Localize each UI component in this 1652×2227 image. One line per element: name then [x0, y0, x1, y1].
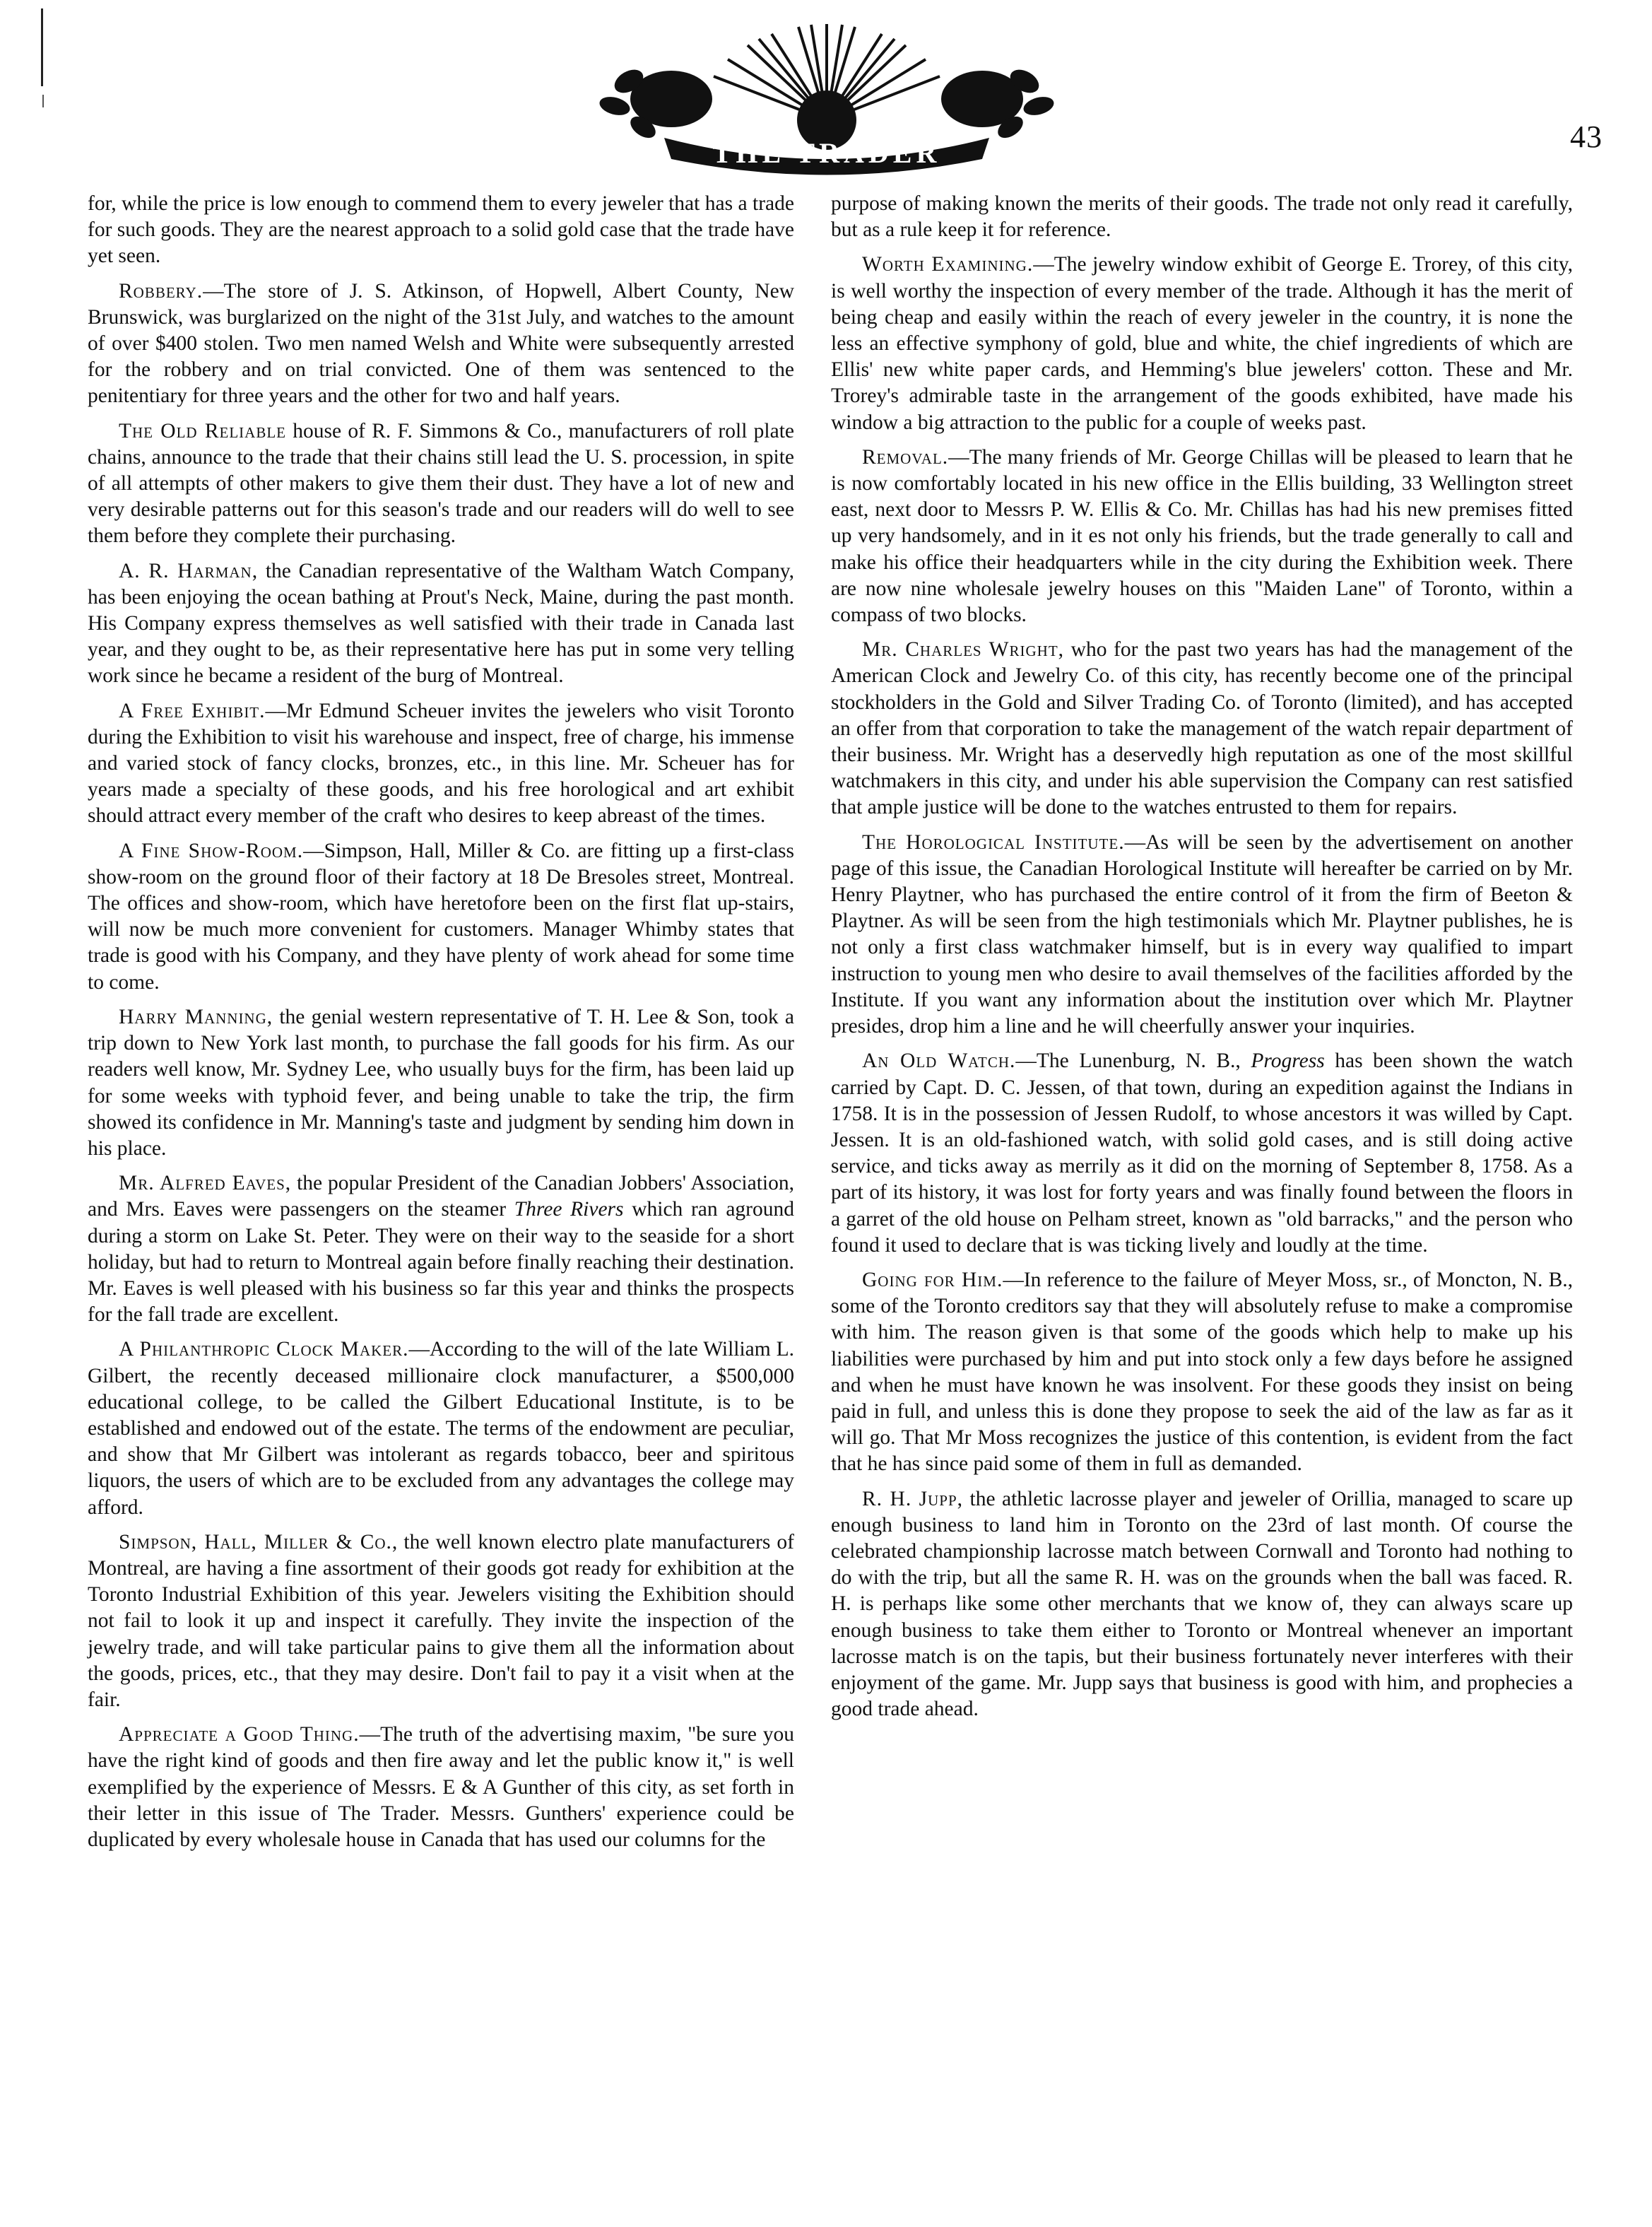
article-simpson-hall-miller: Simpson, Hall, Miller & Co., the well known electro plate manufacturers of Montreal, are having a fine assortment of their goods got ready for exhibition at the Toronto Industrial Exhibition of this year. Jewelers visiting the Exhibition should not fail to look it up and inspect it carefully. They invite the inspection of the jewelry trade, and will take particular pains to give them all the information about the goods, prices, etc., that they may desire. Don't fail to pay it a visit when at the fair.: [88, 1530, 795, 1711]
right-ornament: [941, 65, 1056, 142]
article-charles-wright: Mr. Charles Wright, who for the past two years has had the management of the American Clock and Jewelry Co. of this city, has recently become one of the principal stockholders in the Gold and Silver Trading Co. of Toronto (limited), and has accepted an offer from that corporation to take the management of the watch repair department of their business. Mr. Wright has a deservedly high reputation as one of the most skillful watchmakers in this city, and under his able supervision the Company can rest satisfied that ample justice will be done to the watches entrusted to them for repairs.: [831, 638, 1573, 819]
article-robbery: Robbery.—The store of J. S. Atkinson, of Hopwell, Albert County, New Brunswick, was burglarized on the night of the 31st July, and watches to the amount of over $400 stolen. Two men named Welsh and White were subsequently arrested for the robbery and on trial convicted. One of them was sentenced to the penitentiary for three years and the other for two and half years.: [88, 279, 794, 408]
left-column: [88, 191, 794, 1862]
margin-tick: [42, 95, 44, 107]
right-column: [831, 191, 1573, 1731]
article-old-reliable: The Old Reliable house of R. F. Simmons & Co., manufacturers of roll plate chains, announce to the trade that their chains still lead the U. S. procession, in spite of all attempts of other makers to give them their dust. They have a lot of new and very desirable patterns out for this season's trade and our readers will do well to see them before they complete their purchasing.: [88, 419, 794, 548]
left-ornament: [598, 65, 712, 142]
margin-rule: [41, 8, 43, 86]
article-philanthropic-clock-maker: A Philanthropic Clock Maker.—According to the will of the late William L. Gilbert, the recently deceased millionaire clock manufacturer, a $500,000 educational college, to be called the Gilbert Educational Institute, is to be established and endowed out of the estate. The terms of the endowment are peculiar, and show that Mr Gilbert was intolerant as regards tobacco, beer and spiritous liquors, the users of which are to be excluded from any advantages the college may afford.: [88, 1338, 795, 1519]
article-removal: Removal.—The many friends of Mr. George Chillas will be pleased to learn that he is now comfortably located in his new office in the Ellis building, 33 Wellington street east, next door to Messrs P. W. Ellis & Co. Mr. Chillas has had his new premises fitted up very handsomely, and in it es not only his friends, but the trade generally to call and make his office their headquarters while in the city during the Exhibition week. There are now nine wholesale jewelry houses on this "Maiden Lane" of Toronto, within a compass of two blocks.: [831, 445, 1573, 627]
page-number: 43: [1570, 119, 1603, 154]
masthead-logo: [586, 14, 1067, 177]
article-horological-institute: The Horological Institute.—As will be seen by the advertisement on another page of this issue, the Canadian Horological Institute will hereafter be carried on by Mr. Henry Playtner, who has purchased the entire control of it from the firm of Beeton & Playtner. As will be seen from the high testimonials which Mr. Playtner publishes, he is not only a first class watchmaker himself, but is in every way qualified to impart instruction to young men who desire to avail themselves of the facilities afforded by the Institute. If you want any information about the institution over which Mr. Playtner presides, drop him a line and he will cheerfully answer your inquiries.: [831, 830, 1573, 1038]
article-r-h-jupp: R. H. Jupp, the athletic lacrosse player and jeweler of Orillia, managed to scare up enough business to land him in Toronto on the 23rd of last month. Of course the celebrated championship lacrosse match between Cornwall and Toronto had nothing to do with the trip, but all the same R. H. was on the grounds when the ball was faced. R. H. is perhaps like some other merchants that we know of, they can always scare up enough business to take them either to Toronto or Montreal whenever an important lacrosse match is on the tapis, but their business fortunately never interferes with their enjoyment of the game. Mr. Jupp says that business is good with him, and prophecies a good trade ahead.: [831, 1487, 1573, 1721]
article-alfred-eaves: Mr. Alfred Eaves, the popular President of the Canadian Jobbers' Association, and Mrs. Eaves were passengers on the steamer Three Rivers which ran aground during a storm on Lake St. Peter. They were on their way to the seaside for a short holiday, but had to return to Montreal again before finally reaching their destination. Mr. Eaves is well pleased with his business so far this year and thinks the prospects for the fall trade are excellent.: [88, 1172, 794, 1327]
article-appreciate-good-thing: Appreciate a Good Thing.—The truth of the advertising maxim, "be sure you have the right kind of goods and then fire away and let the public know it," is well exemplified by the experience of Messrs. E & A Gunther of this city, as set forth in their letter in this issue of The Trader. Messrs. Gunthers' experience could be duplicated by every wholesale house in Canada that has used our columns for the: [88, 1723, 794, 1851]
article-old-watch: An Old Watch.—The Lunenburg, N. B., Progress has been shown the watch carried by Capt. D. C. Jessen, of that town, during an expedition against the Indians in 1758. It is in the possession of Jessen Rudolf, to whose ancestors it was willed by Capt. Jessen. It is an old-fashioned watch, with solid gold cases, and is still doing active service, and ticks away as merrily as it did on the morning of September 8, 1758. As a part of its history, it was lost for forty years and was finally found between the floors in a garret of the old house on Pelham street, known as "old barracks," and the person who found it used to declare that is was ticking lively and loudly at the time.: [831, 1050, 1573, 1257]
article-going-for-him: Going for Him.—In reference to the failure of Meyer Moss, sr., of Moncton, N. B., some of the Toronto creditors say that they will absolutely refuse to make a compromise with him. The reason given is that some of the goods which help to make up his liabilities were purchased by him and put into stock only a few days before he assigned and when he must have known he was insolvent. For these goods they insist on being paid in full, and unless this is done they propose to seek the aid of the law as far as it will go. That Mr Moss recognizes the justice of this contention, is evident from the fact that he has since paid some of them in full as demanded.: [831, 1268, 1573, 1476]
article-continuation: for, while the price is low enough to commend them to every jeweler that has a trade for such goods. They are the nearest approach to a solid gold case that the trade have yet seen.: [88, 192, 794, 268]
article-harman: A. R. Harman, the Canadian representative of the Waltham Watch Company, has been enjoying the ocean bathing at Prout's Neck, Maine, during the past month. His Company express themselves as well satisfied with their trade in Canada last year, and they ought to be, as their representative here has put in some very telling work since he became a resident of the burg of Montreal.: [88, 559, 794, 688]
article-continuation: purpose of making known the merits of their goods. The trade not only read it carefully, but as a rule keep it for reference.: [831, 192, 1573, 242]
article-free-exhibit: A Free Exhibit.—Mr Edmund Scheuer invites the jewelers who visit Toronto during the Exhibition to visit his warehouse and inspect, free of charge, his immense and varied stock of fancy clocks, bronzes, etc., in this line. Mr. Scheuer has for years made a specialty of these goods, and his free horological and art exhibit should attract every member of the craft who desires to keep abreast of the times.: [88, 699, 794, 828]
masthead-title: THE TRADER: [712, 137, 941, 169]
article-worth-examining: Worth Examining.—The jewelry window exhibit of George E. Trorey, of this city, is well worthy the inspection of every member of the trade. Although it has the merit of being cheap and easily within the reach of every jeweler in the country, it is none the less an effective symphony of gold, blue and white, the chief ingredients of which are Ellis' new white paper cards, and Hemming's blue jewelers' cotton. These and Mr. Trorey's admirable taste in the arrangement of the goods exhibited, have made his window a big attraction to the public for a couple of weeks past.: [831, 253, 1573, 434]
article-fine-show-room: A Fine Show-Room.—Simpson, Hall, Miller & Co. are fitting up a first-class show-room on the ground floor of their factory at 18 De Bresoles street, Montreal. The offices and show-room, which have heretofore been on the first flat up-stairs, will now be much more convenient for customers. Manager Whimby states that trade is good with his Company, and they have plenty of work ahead for some time to come.: [88, 839, 794, 994]
article-harry-manning: Harry Manning, the genial western representative of T. H. Lee & Son, took a trip down to New York last month, to purchase the fall goods for his firm. As our readers well know, Mr. Sydney Lee, who usually buys for the firm, has been laid up for some weeks with typhoid fever, and being unable to take the trip, the firm showed its confidence in Mr. Manning's taste and judgment by sending him down in his place.: [88, 1005, 794, 1160]
